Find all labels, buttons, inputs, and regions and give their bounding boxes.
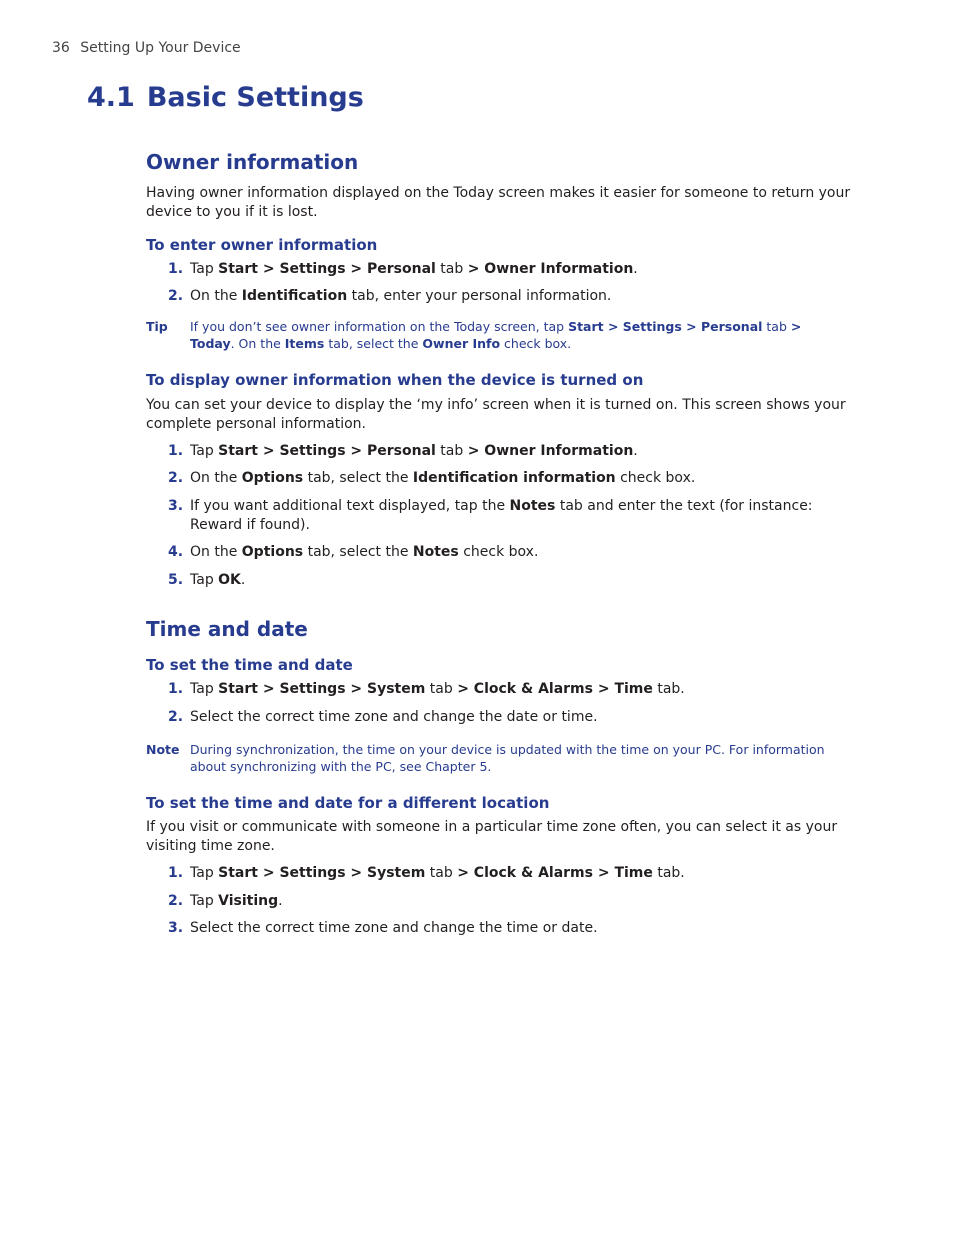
step-text: On the Identification tab, enter your personal information. [190,288,612,304]
step-number: 1. [168,443,184,459]
page-number: 36 [52,40,70,56]
step-text: On the Options tab, select the Notes check box. [190,544,539,560]
running-header [52,40,241,56]
step-text: Tap Start > Settings > System tab > Clock & Alarms > Time tab. [190,681,685,697]
step-number: 2. [168,470,184,486]
step-number: 5. [168,572,184,588]
different-location-heading: To set the time and date for a different location [146,794,550,812]
owner-information-heading: Owner information [146,150,359,174]
chapter-heading [87,82,364,113]
note-text: During synchronization, the time on your device is updated with the time on your PC. For information about synchronizing with the PC, see Chapter 5. [190,742,825,774]
step-text: Tap OK. [190,572,246,588]
step-text: If you want additional text displayed, tap the Notes tab and enter the text (for instance: Reward if found). [190,498,813,533]
step-number: 4. [168,544,184,560]
note-label: Note [146,742,180,757]
step-number: 2. [168,288,184,304]
chapter-number: 4.1 [87,82,135,113]
step-number: 3. [168,498,184,514]
set-time-date-heading: To set the time and date [146,656,353,674]
step-text: On the Options tab, select the Identification information check box. [190,470,696,486]
step-text: Select the correct time zone and change the date or time. [190,709,598,725]
step-number: 1. [168,261,184,277]
running-section-title: Setting Up Your Device [80,40,241,56]
different-location-intro: If you visit or communicate with someone in a particular time zone often, you can select it as your visiting time zone. [146,819,838,854]
step-text: Tap Start > Settings > Personal tab > Owner Information. [190,261,638,277]
step-text: Tap Visiting. [190,893,283,909]
time-and-date-heading: Time and date [146,617,308,641]
step-number: 1. [168,865,184,881]
display-owner-info-intro: You can set your device to display the ‘my info’ screen when it is turned on. This screen shows your complete personal information. [146,397,846,432]
owner-information-intro: Having owner information displayed on the Today screen makes it easier for someone to return your device to you if it is lost. [146,185,851,220]
enter-owner-info-heading: To enter owner information [146,236,378,254]
step-text: Select the correct time zone and change the time or date. [190,920,598,936]
tip-text: If you don’t see owner information on the Today screen, tap Start > Settings > Personal tab > Today. On the Items tab, select the Owner Info check box. [190,319,802,351]
step-number: 1. [168,681,184,697]
step-number: 2. [168,893,184,909]
step-text: Tap Start > Settings > Personal tab > Owner Information. [190,443,638,459]
step-text: Tap Start > Settings > System tab > Clock & Alarms > Time tab. [190,865,685,881]
display-owner-info-heading: To display owner information when the device is turned on [146,371,644,389]
step-number: 3. [168,920,184,936]
tip-label: Tip [146,319,168,334]
step-number: 2. [168,709,184,725]
chapter-title: Basic Settings [146,82,364,113]
